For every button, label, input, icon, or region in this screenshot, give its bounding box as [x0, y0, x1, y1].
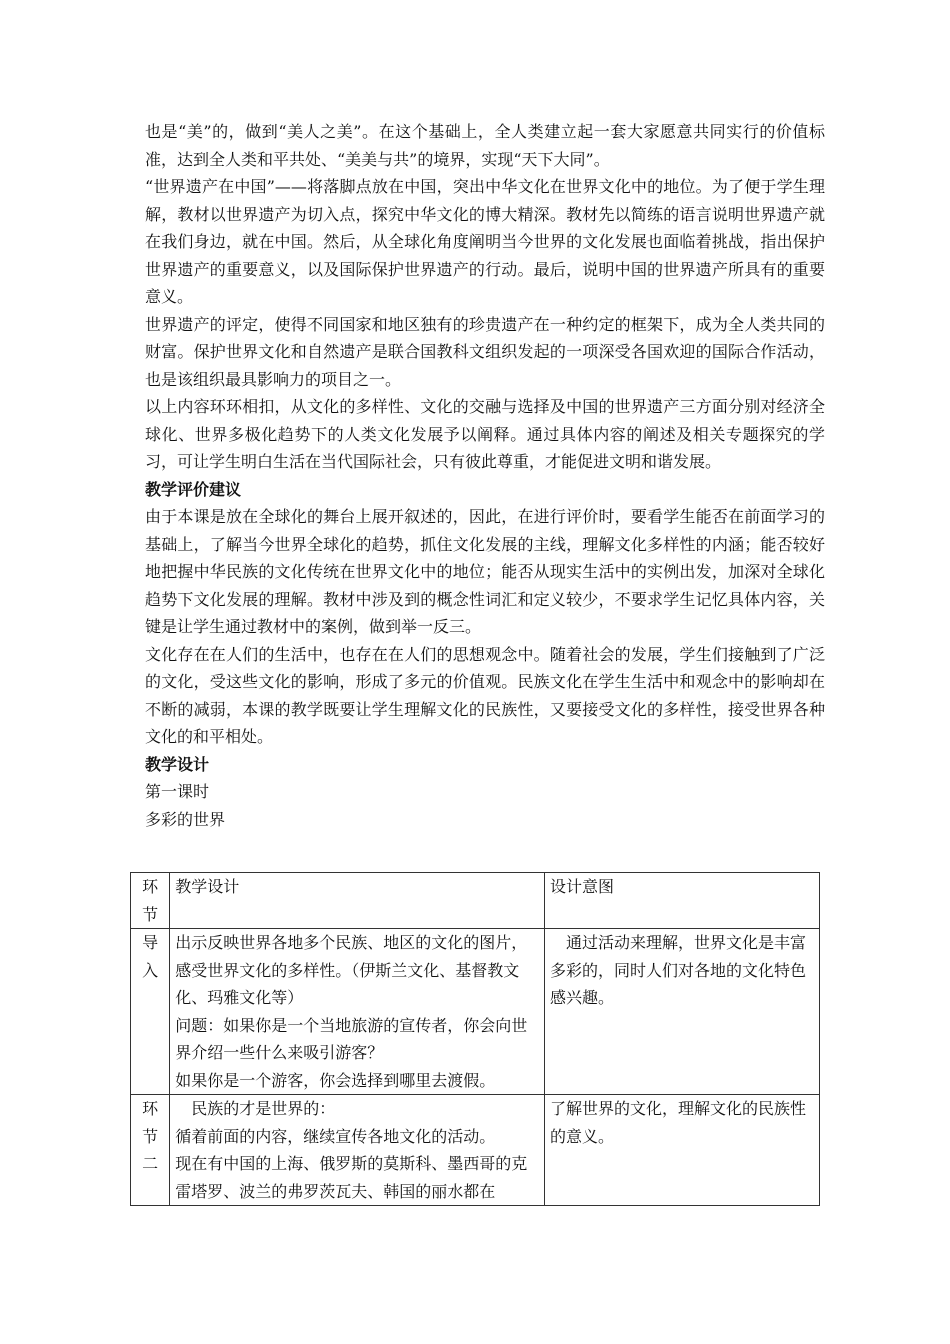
body-paragraph: “世界遗产在中国”——将落脚点放在中国，突出中华文化在世界文化中的地位。为了便于学生理解，教材以世界遗产为切入点，探究中华文化的博大精深。教材先以简练的语言说明世界遗产就在我们身边，就在中国。然后，从全球化角度阐明当今世界的文化发展也面临着挑战，指出保护世界遗产的重要意义，以及国际保护世界遗产的行动。最后，说明中国的世界遗产所具有的重要意义。	[145, 177, 825, 306]
session-label: 第一课时	[145, 782, 210, 801]
intent-cell: 了解世界的文化，理解文化的民族性的意义。	[545, 1095, 820, 1206]
body-paragraph: 世界遗产的评定，使得不同国家和地区独有的珍贵遗产在一种约定的框架下，成为全人类共同的财富。保护世界文化和自然遗产是联合国教科文组织发起的一项深受各国欢迎的国际合作活动，也是该组织最具影响力的项目之一。	[145, 314, 825, 389]
section-heading-evaluation: 教学评价建议	[145, 479, 242, 499]
table-row	[131, 929, 820, 1095]
intent-cell: 通过活动来理解，世界文化是丰富多彩的，同时人们对各地的文化特色感兴趣。	[545, 929, 820, 1095]
table-row	[131, 1095, 820, 1206]
stage-cell: 环 节 二	[131, 1095, 170, 1206]
header-cell-intent: 设计意图	[545, 873, 820, 929]
topic-label: 多彩的世界	[145, 809, 226, 829]
document-body	[145, 118, 825, 833]
evaluation-paragraph: 文化存在在人们的生活中，也存在在人们的思想观念中。随着社会的发展，学生们接触到了广泛的文化，受这些文化的影响，形成了多元的价值观。民族文化在学生生活中和观念中的影响却在不断的减弱，本课的教学既要让学生理解文化的民族性，又要接受文化的多样性，接受世界各种文化的和平相处。	[145, 644, 825, 746]
header-cell-design: 教学设计	[170, 873, 545, 929]
design-cell: 出示反映世界各地多个民族、地区的文化的图片，感受世界文化的多样性。（伊斯兰文化、基督教文化、玛雅文化等） 问题：如果你是一个当地旅游的宣传者，你会向世界介绍一些什么来吸引游客？ 如果你是一个游客，你会选择到哪里去渡假。	[170, 929, 545, 1095]
design-cell: 民族的才是世界的： 循着前面的内容，继续宣传各地文化的活动。 现在有中国的上海、俄罗斯的莫斯科、墨西哥的克雷塔罗、波兰的弗罗茨瓦夫、韩国的丽水都在	[170, 1095, 545, 1206]
header-cell-stage: 环 节	[131, 873, 170, 929]
evaluation-paragraph: 由于本课是放在全球化的舞台上展开叙述的，因此，在进行评价时，要看学生能否在前面学习的基础上，了解当今世界全球化的趋势，抓住文化发展的主线，理解文化多样性的内涵；能否较好地把握中华民族的文化传统在世界文化中的地位；能否从现实生活中的实例出发，加深对全球化趋势下文化发展的理解。教材中涉及到的概念性词汇和定义较少，不要求学生记忆具体内容，关键是让学生通过教材中的案例，做到举一反三。	[145, 507, 825, 636]
lesson-plan-table	[130, 872, 820, 1206]
table-header-row	[131, 873, 820, 929]
body-paragraph: 也是“美”的，做到“美人之美”。在这个基础上，全人类建立起一套大家愿意共同实行的价值标准，达到全人类和平共处、“美美与共”的境界，实现“天下大同”。	[145, 122, 825, 169]
body-paragraph: 以上内容环环相扣，从文化的多样性、文化的交融与选择及中国的世界遗产三方面分别对经济全球化、世界多极化趋势下的人类文化发展予以阐释。通过具体内容的阐述及相关专题探究的学习，可让学生明白生活在当代国际社会，只有彼此尊重，才能促进文明和谐发展。	[145, 397, 825, 471]
stage-cell: 导 入	[131, 929, 170, 1095]
section-heading-design: 教学设计	[145, 754, 210, 774]
